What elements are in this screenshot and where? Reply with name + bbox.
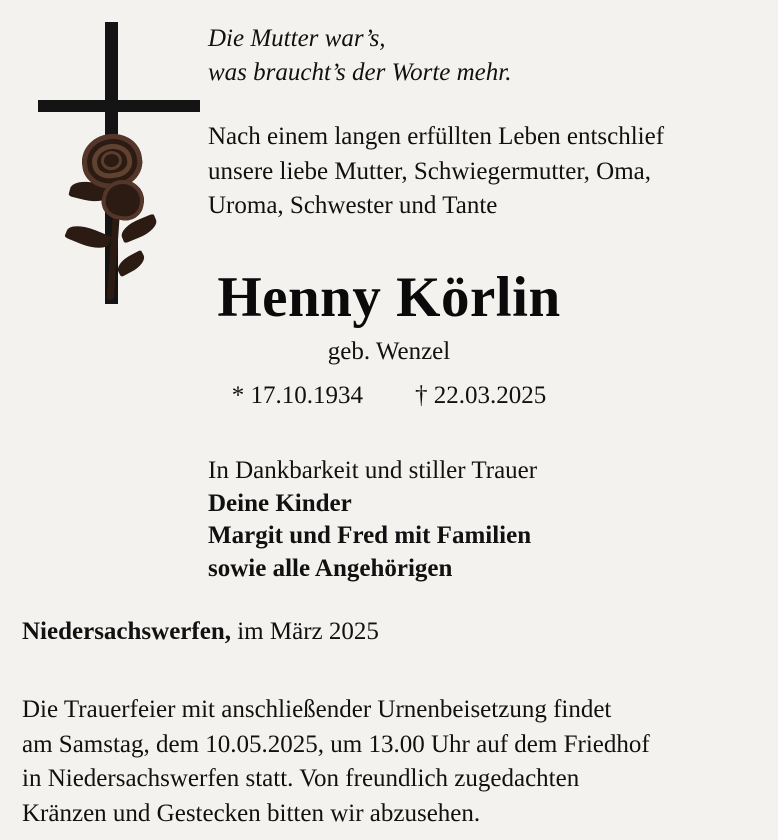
cross-rose-emblem xyxy=(22,14,197,304)
intro-paragraph xyxy=(208,120,760,224)
mourners-line-3: Margit und Fred mit Familien xyxy=(208,522,532,549)
service-line-3: in Niedersachswerfen statt. Von freundlich zugedachten xyxy=(22,765,580,792)
motto-line-1: Die Mutter war’s, xyxy=(208,25,386,52)
service-line-4: Kränzen und Gestecken bitten wir abzusehen. xyxy=(22,799,481,827)
place-town: Niedersachswerfen, xyxy=(22,618,231,645)
service-line-2: am Samstag, dem 10.05.2025, um 13.00 Uhr auf dem Friedhof xyxy=(22,730,650,758)
life-dates xyxy=(0,382,778,410)
intro-line-3: Uroma, Schwester und Tante xyxy=(208,192,498,219)
mourners-line-2: Deine Kinder xyxy=(208,489,352,517)
cross-icon-crossbar xyxy=(38,100,200,112)
intro-line-2: unsere liebe Mutter, Schwiegermutter, Oma, xyxy=(208,157,651,185)
motto-line-2: was braucht’s der Worte mehr. xyxy=(208,58,512,86)
death-date: † 22.03.2025 xyxy=(415,382,547,409)
rose-leaf-icon xyxy=(64,220,112,253)
service-details xyxy=(22,693,760,831)
place-month: im März 2025 xyxy=(230,618,379,645)
mourners-block xyxy=(208,455,760,585)
birth-date: * 17.10.1934 xyxy=(231,382,363,409)
intro-line-1: Nach einem langen erfüllten Leben entschlief xyxy=(208,123,665,150)
deceased-maiden-name: geb. Wenzel xyxy=(327,338,451,365)
deceased-name: Henny Körlin xyxy=(217,266,561,329)
service-line-1: Die Trauerfeier mit anschließender Urnenbeisetzung findet xyxy=(22,696,612,723)
place-and-date xyxy=(22,618,758,646)
motto xyxy=(208,22,758,89)
mourners-line-4: sowie alle Angehörigen xyxy=(208,554,453,582)
mourners-line-1: In Dankbarkeit und stiller Trauer xyxy=(208,457,538,484)
